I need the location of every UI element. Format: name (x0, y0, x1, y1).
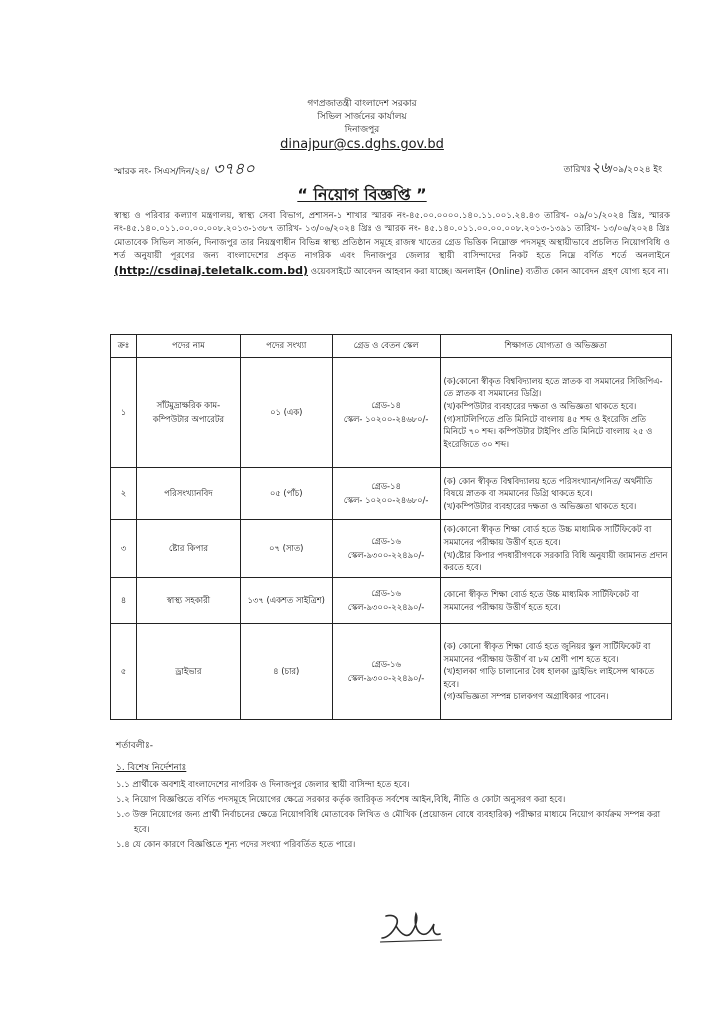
date-rest: /০৯/২০২৪ ইং (609, 165, 662, 175)
header-qualifications: শিক্ষাগত যোগ্যতা ও অভিজ্ঞতা (440, 335, 671, 358)
notice-title-text: “ নিয়োগ বিজ্ঞপ্তি ” (297, 185, 427, 204)
qualification-line: (খ)ষ্টোর কিপার পদধারীগণকে সরকারি বিধি অনুযায়ী জামানত প্রদান করতে হবে। (443, 549, 668, 573)
condition-item: ১.৩ উক্ত নিয়োগের জন্য প্রার্থী নির্বাচনের ক্ষেত্রে নিয়োগবিধি মোতাবেক লিখিত ও মৌখিক (প্রয়োজন বোধে ব্যবহারিক) পরীক্ষার মাধ্যমে নিয়োগ কার্যক্রম সম্পন্ন করা হবে। (116, 810, 661, 835)
qualification-line: (গ)সাটলিপিতে প্রতি মিনিটে বাংলায় ৪৫ শব্দ ও ইংরেজি প্রতি মিনিটে ৭০ শব্দ। কম্পিউটার টাইপিং প্রতি মিনিটে বাংলায় ২৫ ও ইংরেজিতে ৩০ শব্দ। (443, 413, 653, 449)
header-post-name: পদের নাম (136, 335, 240, 358)
row-qualifications (440, 578, 671, 624)
qualification-line: (ক)কোনো স্বীকৃত শিক্ষা বোর্ড হতে উচ্চ মাধ্যমিক সার্টিফিকেট বা সমমানের পরীক্ষায় উত্তীর্ণ হতে হবে। (443, 524, 652, 547)
row-qualifications (440, 358, 671, 468)
row-qualifications (440, 624, 671, 720)
memo-handwritten-number: ৩৭৪০ (213, 159, 255, 178)
row-scale: স্কেল-৯৩০০-২২৪৯০/- (347, 672, 425, 683)
row-post-count: ১৩৭ (একশত সাইত্রিশ) (240, 578, 332, 624)
condition-item: ১.৪ যে কোন কারণে বিজ্ঞপ্তিতে শূন্য পদের সংখ্যা পরিবর্তিত হতে পারে। (116, 840, 356, 850)
row-post-count: ০৫ (পাঁচ) (240, 468, 332, 520)
conditions-title: শর্তাবলীঃ- (116, 741, 154, 751)
qualification-line: (গ)অভিজ্ঞতা সম্পন্ন চালকগণ অগ্রাধিকার পাবেন। (443, 691, 609, 702)
condition-item: ১.২ নিয়োগ বিজ্ঞপ্তিতে বর্ণিত পদসমূহে নিয়োগের ক্ষেত্রে সরকার কর্তৃক জারিকৃত সর্বশেষ আইন,বিধি, নীতি ও কোটা অনুসরণ করা হবে। (116, 795, 566, 805)
intro-text: স্বাস্থ্য ও পরিবার কল্যাণ মন্ত্রণালয়, স্বাস্থ্য সেবা বিভাগ, প্রশাসন-১ শাখার স্মারক নং-৪৫.০০.০০০০.১৪০.১১.০০১.২৪.৪৩ তারিখ- ০৯/০১/২০২৪ খ্রিঃ, স্মারক নং-৪৫.১৪০.০১১.০০.০০.০০৮.২০১৩-১৩৮৭ তারিখ- ১৩/০৬/২০২৪ খ্রিঃ ও স্মারক নং- ৪৫.১৪০.০১১.০০.০০.০০৮.২০১৩-১৩৯১ তারিখ- ১৩/০৬/২০২৪ খ্রিঃ মোতাবেক সিভিল সার্জন, দিনাজপুর তার নিয়ন্ত্রণাধীন বিভিন্ন স্বাস্থ্য প্রতিষ্ঠান সমূহে রাজস্ব খাতের গ্রেড ভিত্তিক নিম্নোক্ত পদসমূহ অস্থায়ীভাবে প্রচলিত নিয়োগবিধি ও শর্ত অনুযায়ী পূরণের জন্য বাংলাদেশের প্রকৃত নাগরিক এবং দিনাজপুর জেলার স্থায়ী বাসিন্দাদের নিকট হতে নিম্নে বর্ণিত শর্তে অনলাইনে (114, 211, 670, 262)
row-post-count: ৪ (চার) (240, 624, 332, 720)
row-qualifications (440, 468, 671, 520)
intro-paragraph (114, 210, 670, 279)
memo-date (564, 156, 662, 180)
table-row (111, 624, 672, 720)
row-grade-scale (332, 624, 440, 720)
row-grade: গ্রেড-১৬ (371, 535, 401, 546)
memo-number (114, 156, 255, 183)
qualification-line: (ক) কোন স্বীকৃত বিশ্ববিদ্যালয় হতে পরিসংখ্যান/গনিত/ অর্থনীতি বিষয়ে স্নাতক বা সমমানের ডিগ্রি থাকতে হবে। (443, 475, 653, 499)
row-post-count: ০৭ (সাত) (240, 520, 332, 578)
letterhead (0, 98, 724, 153)
posts-table (110, 334, 672, 720)
qualification-line: (খ)কম্পিউটার ব্যবহারের দক্ষতা ও অভিজ্ঞতা থাকতে হবে। (443, 500, 637, 511)
header-serial: ক্রঃ (111, 335, 137, 358)
row-grade: গ্রেড-১৪ (371, 399, 401, 410)
district-name: দিনাজপুর (344, 125, 380, 135)
qualification-line: (খ)হালকা গাড়ি চালানোর বৈধ হালকা ড্রাইভিং লাইসেন্স থাকতে হবে। (443, 666, 655, 689)
condition-item: ১.১ প্রার্থীকে অবশ্যই বাংলাদেশের নাগরিক ও দিনাজপুর জেলার স্থায়ী বাসিন্দা হতে হবে। (116, 780, 410, 790)
office-email[interactable]: dinajpur@cs.dghs.gov.bd (280, 137, 444, 152)
row-grade: গ্রেড-১৬ (371, 658, 401, 669)
application-url-link[interactable]: (http://csdinaj.teletalk.com.bd) (114, 263, 308, 277)
row-post-count: ০১ (এক) (240, 358, 332, 468)
row-scale: স্কেল-৯৩০০-২২৪৯০/- (347, 549, 425, 560)
row-grade-scale (332, 468, 440, 520)
notice-title (0, 182, 724, 209)
table-header-row (111, 335, 672, 358)
row-serial: ২ (111, 468, 137, 520)
conditions-list (116, 778, 676, 853)
qualification-line: (খ)কম্পিউটার ব্যবহারের দক্ষতা ও অভিজ্ঞতা থাকতে হবে। (443, 400, 637, 411)
qualification-line: কোনো স্বীকৃত শিক্ষা বোর্ড হতে উচ্চ মাধ্যমিক সার্টিফিকেট বা সমমানের পরীক্ষায় উত্তীর্ণ হতে হবে। (443, 588, 639, 612)
table-row (111, 520, 672, 578)
row-post-name: সাঁটমুদ্রাক্ষরিক কাম- কম্পিউটার অপারেটর (136, 358, 240, 468)
row-grade-scale (332, 358, 440, 468)
table-row (111, 578, 672, 624)
signature (372, 908, 464, 948)
row-scale: স্কেল- ১০২০০-২৪৬৮০/- (343, 413, 429, 424)
row-grade: গ্রেড-১৪ (371, 480, 401, 491)
header-grade-scale: গ্রেড ও বেতন স্কেল (332, 335, 440, 358)
government-name: গণপ্রজাতন্ত্রী বাংলাদেশ সরকার (307, 99, 417, 109)
row-grade-scale (332, 520, 440, 578)
date-label: তারিখঃ (563, 165, 592, 175)
row-post-name: ষ্টোর কিপার (136, 520, 240, 578)
row-serial: ১ (111, 358, 137, 468)
qualification-line: (ক)কোনো স্বীকৃত বিশ্ববিদ্যালয় হতে স্নাতক বা সমমানের সিজিপিএ-তে স্নাতক বা সমমানের ডিগ্রি। (443, 375, 663, 399)
row-serial: ৪ (111, 578, 137, 624)
office-name: সিভিল সার্জনের কার্যালয় (317, 112, 407, 122)
date-day: ২৬ (591, 160, 610, 176)
row-post-name: স্বাস্থ্য সহকারী (136, 578, 240, 624)
row-scale: স্কেল- ১০২০০-২৪৬৮০/- (343, 494, 429, 505)
intro-text-end: ওয়েবসাইটে আবেদন আহবান করা যাচ্ছে। অনলাইন (Online) ব্যতীত কোন আবেদন গ্রহণ যোগ্য হবে না। (308, 266, 669, 277)
row-grade: গ্রেড-১৬ (371, 587, 401, 598)
qualification-line: (ক) কোনো স্বীকৃত শিক্ষা বোর্ড হতে জুনিয়র স্কুল সার্টিফিকেট বা সমমানের পরীক্ষায় উত্তীর্ণ বা ৮ম শ্রেণী পাশ হতে হবে। (443, 641, 651, 664)
row-grade-scale (332, 578, 440, 624)
table-row (111, 358, 672, 468)
table-row (111, 468, 672, 520)
special-instructions-title: ১. বিশেষ নির্দেশনাঃ (116, 763, 187, 773)
memo-prefix: স্মারক নং- সিএস/দিন/২৪/ (114, 167, 210, 177)
row-scale: স্কেল-৯৩০০-২২৪৯০/- (347, 601, 425, 612)
header-post-count: পদের সংখ্যা (240, 335, 332, 358)
row-serial: ৩ (111, 520, 137, 578)
row-post-name: পরিসংখ্যানবিদ (136, 468, 240, 520)
row-post-name: ড্রাইভার (136, 624, 240, 720)
row-serial: ৫ (111, 624, 137, 720)
row-qualifications (440, 520, 671, 578)
